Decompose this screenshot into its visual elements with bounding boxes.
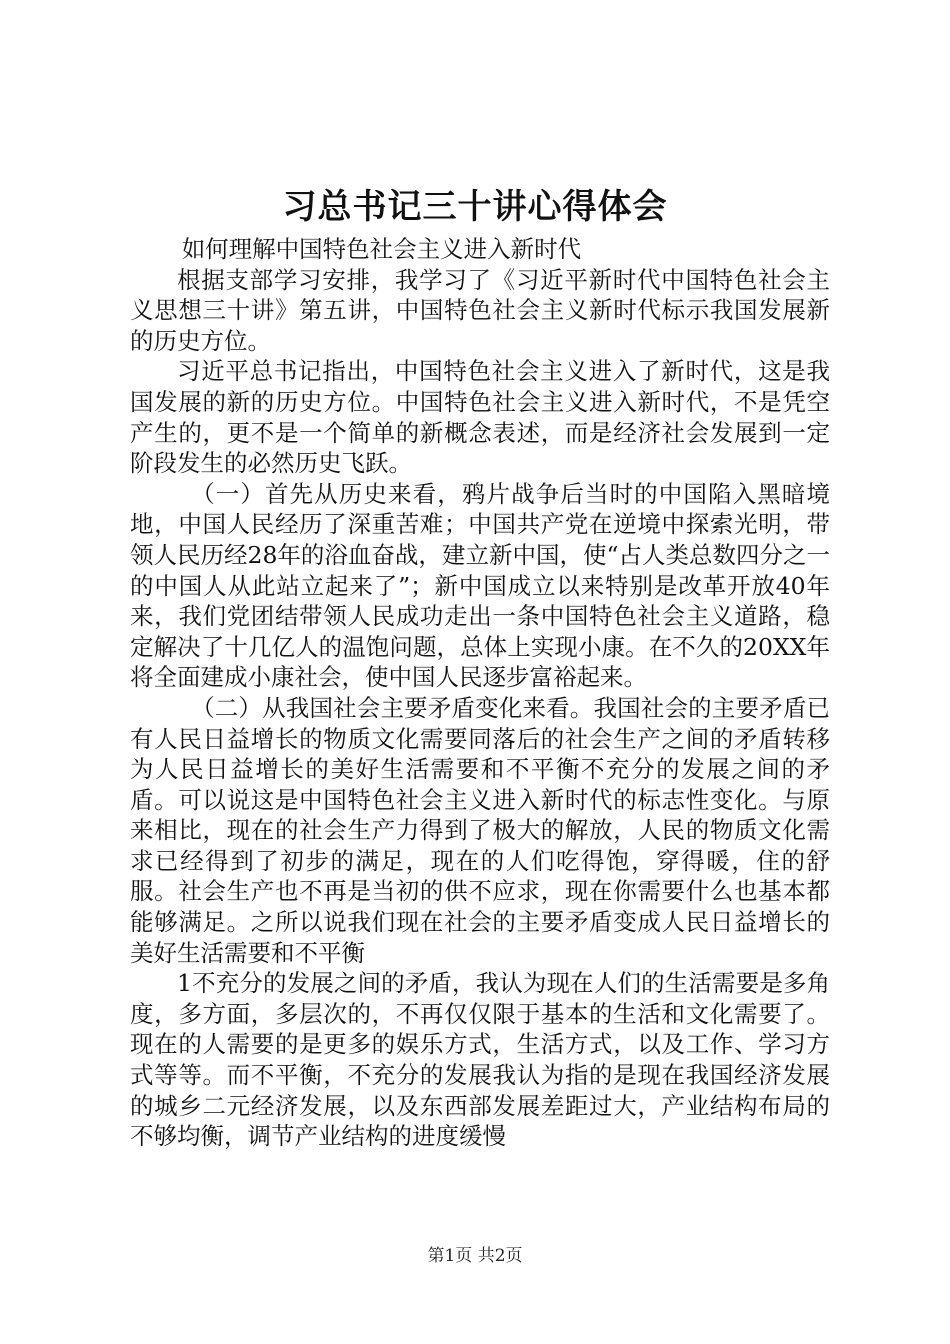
body-paragraph: 根据支部学习安排，我学习了《习近平新时代中国特色社会主义思想三十讲》第五讲，中国特色社会主义新时代标示我国发展新的历史方位。 [130,265,830,355]
document-body [130,234,830,1152]
body-paragraph: 1不充分的发展之间的矛盾，我认为现在人们的生活需要是多角度，多方面，多层次的，不再仅仅限于基本的生活和文化需要了。现在的人需要的是更多的娱乐方式，生活方式，以及工作、学习方式等等。而不平衡，不充分的发展我认为指的是现在我国经济发展的城乡二元经济发展，以及东西部发展差距过大，产业结构布局的不够均衡，调节产业结构的进度缓慢 [130,969,830,1151]
subtitle-paragraph: 如何理解中国特色社会主义进入新时代 [181,235,582,263]
body-paragraph: （一）首先从历史来看，鸦片战争后当时的中国陷入黑暗境地，中国人民经历了深重苦难；中国共产党在逆境中探索光明，带领人民历经28年的浴血奋战，建立新中国，使“占人类总数四分之一的中国人从此站立起来了”；新中国成立以来特别是改革开放40年来，我们党团结带领人民成功走出一条中国特色社会主义道路，稳定解决了十几亿人的温饱问题，总体上实现小康。在不久的20XX年将全面建成小康社会，使中国人民逐步富裕起来。 [130,479,830,692]
body-paragraph: 习近平总书记指出，中国特色社会主义进入了新时代，这是我国发展的新的历史方位。中国特色社会主义进入新时代，不是凭空产生的，更不是一个简单的新概念表述，而是经济社会发展到一定阶段发生的必然历史飞跃。 [130,357,830,478]
body-paragraph: （二）从我国社会主要矛盾变化来看。我国社会的主要矛盾已有人民日益增长的物质文化需要同落后的社会生产之间的矛盾转移为人民日益增长的美好生活需要和不平衡不充分的发展之间的矛盾。可以说这是中国特色社会主义进入新时代的标志性变化。与原来相比，现在的社会生产力得到了极大的解放，人民的物质文化需求已经得到了初步的满足，现在的人们吃得饱，穿得暖，住的舒服。社会生产也不再是当初的供不应求，现在你需要什么也基本都能够满足。之所以说我们现在社会的主要矛盾变成人民日益增长的美好生活需要和不平衡 [130,693,830,967]
page-footer: 第1页 共2页 [427,1246,523,1266]
document-title: 习总书记三十讲心得体会 [282,187,668,227]
